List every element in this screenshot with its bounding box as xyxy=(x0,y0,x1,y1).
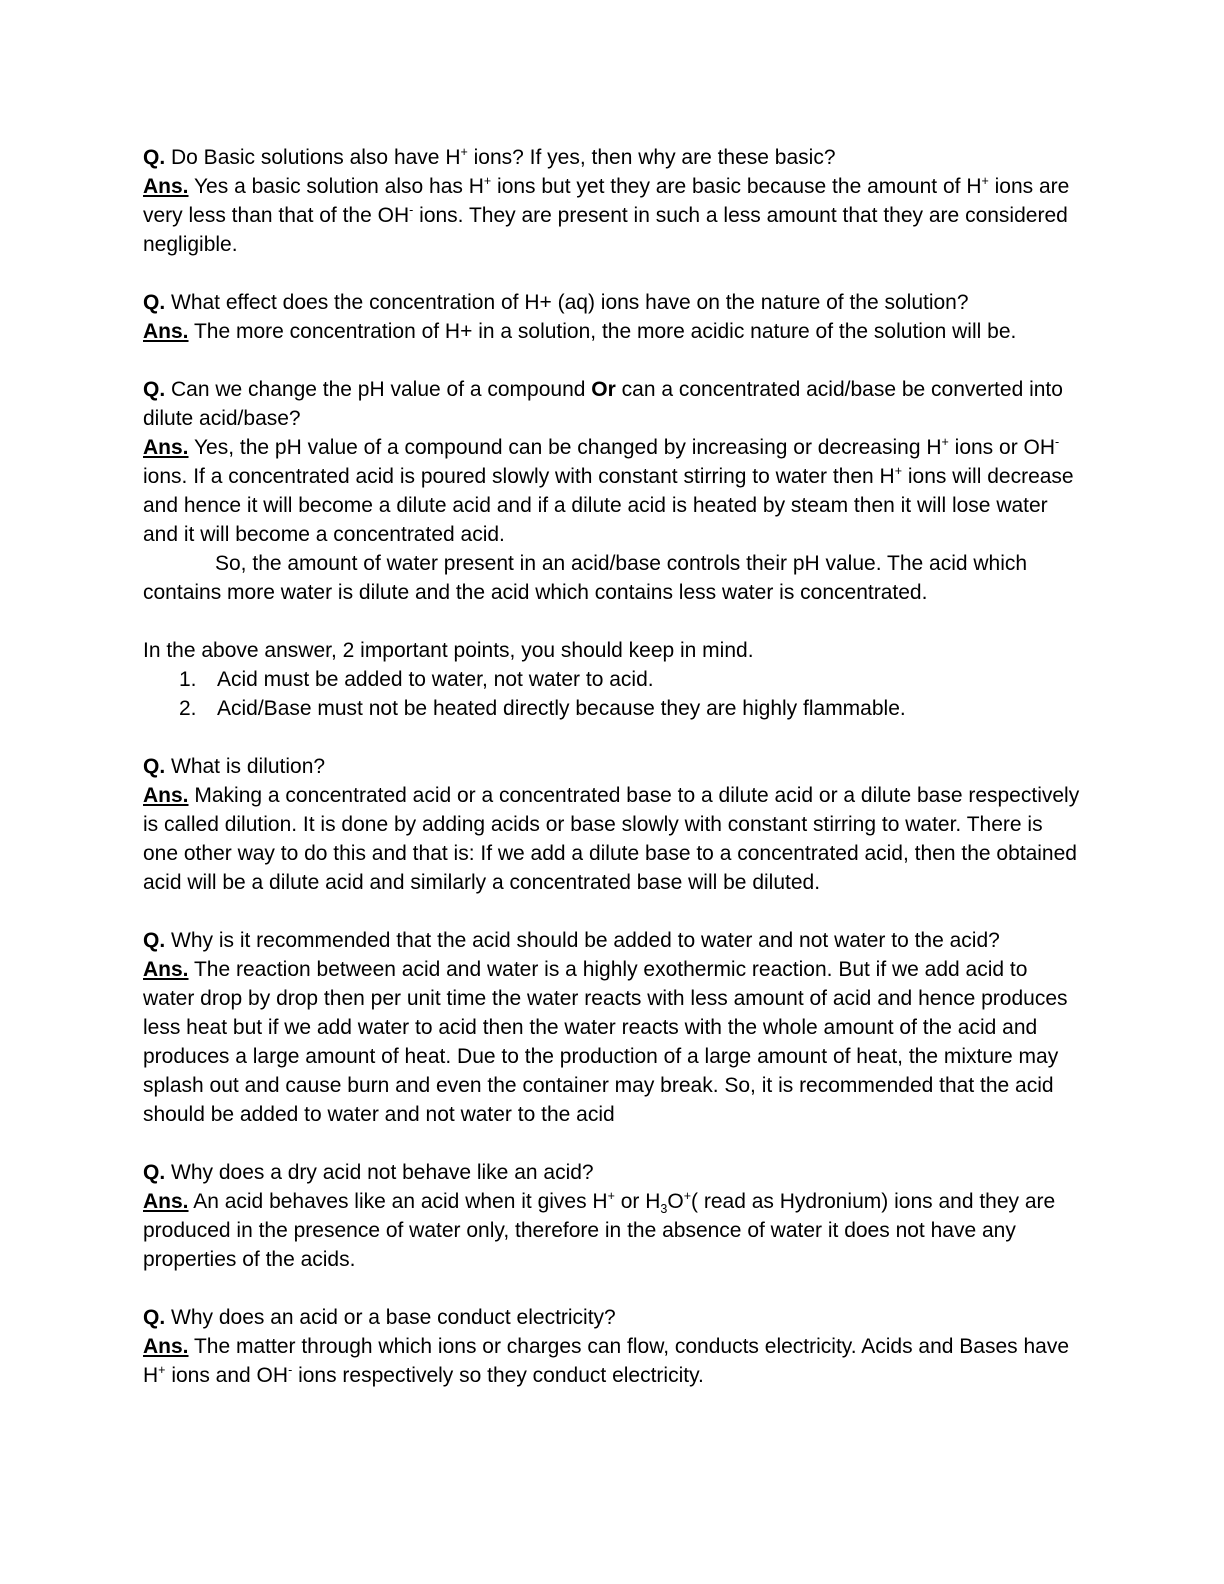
text-run: Making a concentrated acid or a concentrated base to a dilute acid or a dilute base respectively is called dilution. It is done by adding acids or base slowly with constant stirring to water. There is one other way to do this and that is: If we add a dilute base to a concentrated acid, then the obtained acid will be a dilute acid and similarly a concentrated base will be diluted. xyxy=(143,784,1080,894)
qa-block-5 xyxy=(143,926,1080,1129)
question-paragraph xyxy=(143,752,1080,781)
answer-paragraph xyxy=(143,172,1080,259)
note-paragraph xyxy=(143,636,1080,665)
text-run: What is dilution? xyxy=(165,755,326,778)
question-paragraph xyxy=(143,926,1080,955)
qa-block-6 xyxy=(143,1158,1080,1274)
list-number: 1. xyxy=(179,668,197,691)
text-run: Why is it recommended that the acid should be added to water and not water to the acid? xyxy=(165,929,1000,952)
text-run: Acid/Base must not be heated directly because they are highly flammable. xyxy=(217,697,906,720)
text-run: ions but yet they are basic because the amount of H xyxy=(491,175,982,198)
text-run: Why does a dry acid not behave like an acid? xyxy=(165,1161,594,1184)
text-run: Q. xyxy=(143,1306,166,1329)
text-run: Q. xyxy=(143,755,166,778)
document-body xyxy=(143,143,1080,1390)
text-run: So, the amount of water present in an acid/base controls their pH value. The acid which contains more water is dilute and the acid which contains less water is concentrated. xyxy=(143,552,1028,604)
text-run: In the above answer, 2 important points, you should keep in mind. xyxy=(143,639,754,662)
text-run: Q. xyxy=(143,146,166,169)
text-run: ions are very less than that of the OH xyxy=(143,175,1070,227)
text-run: + xyxy=(894,464,903,478)
text-run: Or xyxy=(591,378,616,401)
text-run: Ans. xyxy=(143,436,189,459)
text-run: ions respectively so they conduct electricity. xyxy=(292,1364,704,1387)
text-run: The matter through which ions or charges can flow, conducts electricity. Acids and Bases have H xyxy=(143,1335,1070,1387)
qa-block-1 xyxy=(143,143,1080,259)
text-run: O xyxy=(667,1190,684,1213)
continuation-paragraph xyxy=(143,549,1080,607)
text-run: ions? If yes, then why are these basic? xyxy=(467,146,836,169)
text-run: Q. xyxy=(143,929,166,952)
question-paragraph xyxy=(143,375,1080,433)
text-run: ions. If a concentrated acid is poured slowly with constant stirring to water then H xyxy=(143,465,895,488)
text-run: ions will decrease and hence it will become a dilute acid and if a dilute acid is heated by steam then it will lose water and it will become a concentrated acid. xyxy=(143,465,1074,546)
answer-paragraph xyxy=(143,1332,1080,1390)
qa-block-7 xyxy=(143,1303,1080,1390)
list-item-paragraph xyxy=(143,665,1080,694)
text-run: + xyxy=(683,1189,692,1203)
list-number: 2. xyxy=(179,697,197,720)
text-run: Yes, the pH value of a compound can be changed by increasing or decreasing H xyxy=(188,436,942,459)
text-run: - xyxy=(1055,435,1060,449)
text-run: The more concentration of H+ in a solution, the more acidic nature of the solution will be. xyxy=(188,320,1017,343)
note-block xyxy=(143,636,1080,723)
text-run: ions or OH xyxy=(948,436,1056,459)
text-run: Ans. xyxy=(143,1190,189,1213)
answer-paragraph xyxy=(143,781,1080,897)
text-run: Q. xyxy=(143,378,166,401)
question-paragraph xyxy=(143,143,1080,172)
text-run: + xyxy=(460,145,468,159)
text-run: ( read as Hydronium) ions and they are produced in the presence of water only, therefore in the absence of water it does not have any properties of the acids. xyxy=(143,1190,1056,1271)
answer-paragraph xyxy=(143,955,1080,1129)
text-run: Ans. xyxy=(143,958,189,981)
text-run: Ans. xyxy=(143,175,189,198)
qa-block-3 xyxy=(143,375,1080,607)
text-run: ions. They are present in such a less amount that they are considered negligible. xyxy=(143,204,1068,256)
question-paragraph xyxy=(143,1303,1080,1332)
text-run: An acid behaves like an acid when it gives H xyxy=(188,1190,608,1213)
answer-paragraph xyxy=(143,1187,1080,1274)
answer-paragraph xyxy=(143,317,1080,346)
text-run: Ans. xyxy=(143,1335,189,1358)
text-run: Do Basic solutions also have H xyxy=(165,146,461,169)
text-run: What effect does the concentration of H+ (aq) ions have on the nature of the solution? xyxy=(165,291,969,314)
text-run: - xyxy=(409,203,414,217)
text-run: Acid must be added to water, not water to acid. xyxy=(217,668,654,691)
qa-block-2 xyxy=(143,288,1080,346)
text-run: Ans. xyxy=(143,784,189,807)
text-run: or H xyxy=(614,1190,661,1213)
text-run: + xyxy=(483,174,492,188)
text-run: Yes a basic solution also has H xyxy=(188,175,484,198)
text-run: Can we change the pH value of a compound xyxy=(165,378,592,401)
text-run: - xyxy=(288,1363,293,1377)
text-run: 3 xyxy=(660,1202,668,1217)
question-paragraph xyxy=(143,1158,1080,1187)
text-run: The reaction between acid and water is a highly exothermic reaction. But if we add acid to water drop by drop then per unit time the water reacts with less amount of acid and hence produces less heat but if we add water to acid then the water reacts with the whole amount of the acid and produces a large amount of heat. Due to the production of a large amount of heat, the mixture may splash out and cause burn and even the container may break. So, it is recommended that the acid should be added to water and not water to the acid xyxy=(143,958,1068,1126)
text-run: + xyxy=(158,1363,166,1377)
qa-block-4 xyxy=(143,752,1080,897)
text-run: + xyxy=(981,174,989,188)
text-run: + xyxy=(941,435,949,449)
text-run: Why does an acid or a base conduct electricity? xyxy=(165,1306,616,1329)
text-run: Q. xyxy=(143,1161,166,1184)
list-item-paragraph xyxy=(143,694,1080,723)
answer-paragraph xyxy=(143,433,1080,549)
text-run: Ans. xyxy=(143,320,189,343)
text-run: + xyxy=(607,1189,615,1203)
text-run: ions and OH xyxy=(165,1364,289,1387)
question-paragraph xyxy=(143,288,1080,317)
text-run: can a concentrated acid/base be converted into dilute acid/base? xyxy=(143,378,1063,430)
text-run: Q. xyxy=(143,291,166,314)
